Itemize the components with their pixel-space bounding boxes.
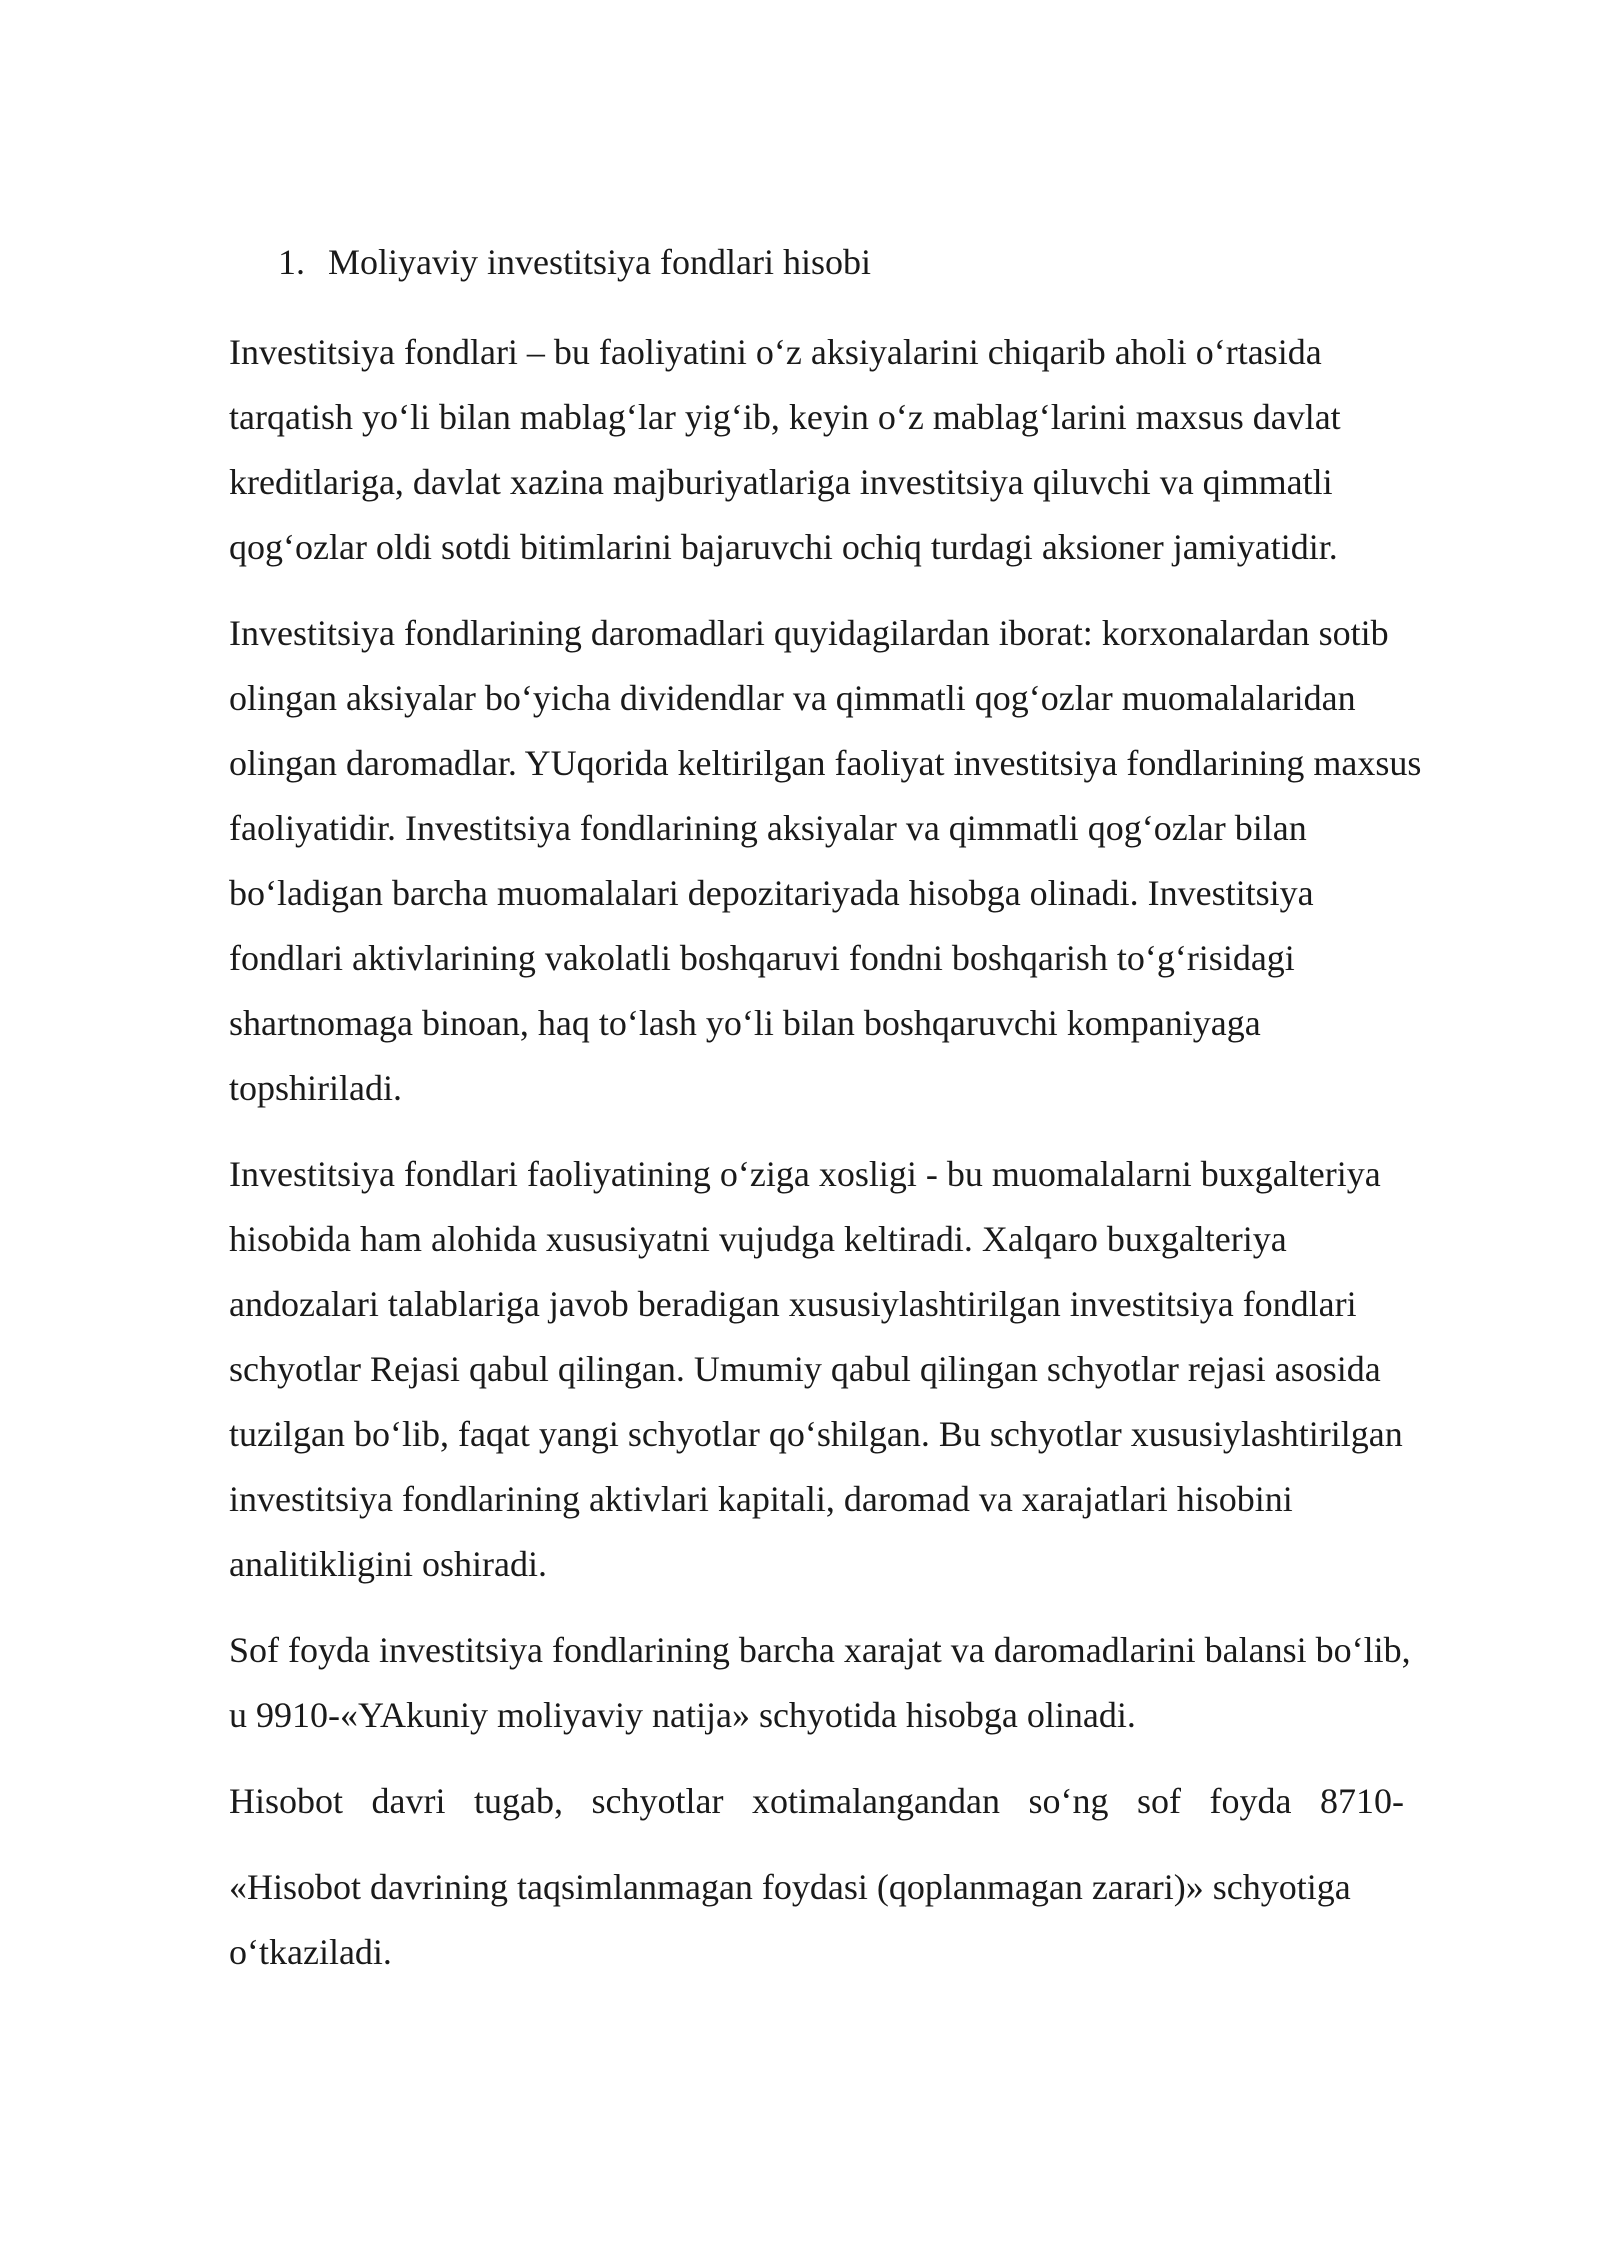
paragraph-line: Investitsiya fondlari – bu faoliyatini o‘z aksiyalarini chiqarib aholi o‘rtasida (229, 332, 1322, 372)
paragraph-line: Hisobot davri tugab, schyotlar xotimalangandan so‘ng sof foyda 8710- (229, 1781, 1404, 1821)
heading-title: Moliyaviy investitsiya fondlari hisobi (328, 242, 871, 282)
paragraph-line: olingan daromadlar. YUqorida keltirilgan faoliyat investitsiya fondlarining maxsus (229, 743, 1422, 783)
paragraph-line: olingan aksiyalar bo‘yicha dividendlar va qimmatli qog‘ozlar muomalalaridan (229, 678, 1356, 718)
paragraph-line: tuzilgan bo‘lib, faqat yangi schyotlar qo‘shilgan. Bu schyotlar xususiylashtirilgan (229, 1414, 1403, 1454)
paragraph-line: fondlari aktivlarining vakolatli boshqaruvi fondni boshqarish to‘g‘risidagi (229, 938, 1295, 978)
paragraph-line: bo‘ladigan barcha muomalalari depozitariyada hisobga olinadi. Investitsiya (229, 873, 1314, 913)
paragraph-line: shartnomaga binoan, haq to‘lash yo‘li bilan boshqaruvchi kompaniyaga (229, 1003, 1261, 1043)
paragraph-line: analitikligini oshiradi. (229, 1544, 547, 1584)
paragraph-line: tarqatish yo‘li bilan mablag‘lar yig‘ib, keyin o‘z mablag‘larini maxsus davlat (229, 397, 1341, 437)
paragraph-3 (229, 1142, 1497, 1597)
paragraph-line: o‘tkaziladi. (229, 1932, 392, 1972)
paragraph-2 (229, 601, 1497, 1121)
paragraph-line: «Hisobot davrining taqsimlanmagan foydasi (qoplanmagan zarari)» schyotiga (229, 1867, 1351, 1907)
paragraph-line: faoliyatidir. Investitsiya fondlarining aksiyalar va qimmatli qog‘ozlar bilan (229, 808, 1307, 848)
paragraph-line: schyotlar Rejasi qabul qilingan. Umumiy qabul qilingan schyotlar rejasi asosida (229, 1349, 1381, 1389)
paragraph-4 (229, 1618, 1497, 1748)
paragraph-line: qog‘ozlar oldi sotdi bitimlarini bajaruvchi ochiq turdagi aksioner jamiyatidir. (229, 527, 1338, 567)
paragraph-1 (229, 320, 1497, 580)
paragraph-line: topshiriladi. (229, 1068, 402, 1108)
paragraph-5 (229, 1769, 1497, 1834)
section-heading (278, 240, 871, 284)
paragraph-6 (229, 1855, 1497, 1985)
paragraph-line: kreditlariga, davlat xazina majburiyatlariga investitsiya qiluvchi va qimmatli (229, 462, 1333, 502)
paragraph-line: Investitsiya fondlari faoliyatining o‘ziga xosligi - bu muomalalarni buxgalteriya (229, 1154, 1381, 1194)
paragraph-line: u 9910-«YAkuniy moliyaviy natija» schyotida hisobga olinadi. (229, 1695, 1136, 1735)
heading-number: 1. (278, 242, 305, 282)
paragraph-line: Investitsiya fondlarining daromadlari quyidagilardan iborat: korxonalardan sotib (229, 613, 1389, 653)
paragraph-line: Sof foyda investitsiya fondlarining barcha xarajat va daromadlarini balansi bo‘lib, (229, 1630, 1411, 1670)
paragraph-line: investitsiya fondlarining aktivlari kapitali, daromad va xarajatlari hisobini (229, 1479, 1293, 1519)
paragraph-line: andozalari talablariga javob beradigan xususiylashtirilgan investitsiya fondlari (229, 1284, 1357, 1324)
paragraph-line: hisobida ham alohida xususiyatni vujudga keltiradi. Xalqaro buxgalteriya (229, 1219, 1287, 1259)
